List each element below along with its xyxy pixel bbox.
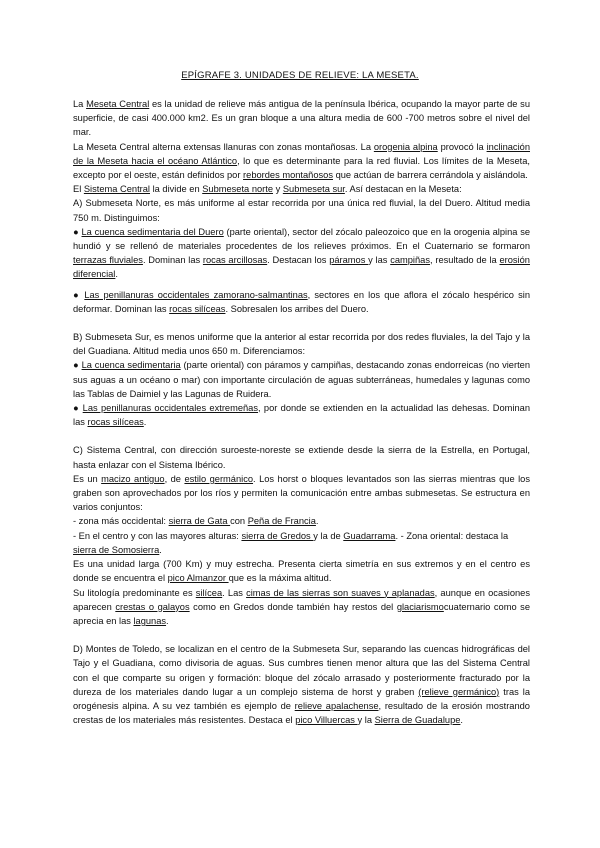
document-body bbox=[73, 97, 530, 727]
underlined-term: pico Villuercas bbox=[295, 715, 358, 726]
text-run: y la de bbox=[313, 530, 344, 541]
text-run: La Meseta Central alterna extensas llanuras con zonas montañosas. La bbox=[73, 141, 374, 152]
text-run: , aunque en ocasiones aparecen bbox=[73, 587, 530, 612]
underlined-term: rocas silíceas bbox=[169, 303, 226, 314]
norte-bullet-1 bbox=[73, 225, 530, 282]
underlined-term: La cuenca sedimentaria del Duero bbox=[81, 226, 224, 237]
underlined-term: Submeseta sur bbox=[282, 184, 345, 195]
text-run: La bbox=[73, 99, 87, 109]
text-run: provocó la bbox=[437, 141, 487, 152]
text-run: y bbox=[273, 184, 283, 195]
text-run: , lo que es determinante para la red fluvial. Los límites de la Meseta, excepto por el oeste, están definidos por bbox=[73, 155, 531, 181]
text-run: . Sobresalen los arribes del Duero. bbox=[225, 303, 369, 314]
text-run: . - Zona oriental: destaca la bbox=[395, 530, 509, 541]
underlined-term: Guadarrama bbox=[343, 530, 396, 541]
text-run: . Las bbox=[222, 587, 247, 598]
underlined-term: Sistema Central bbox=[83, 184, 150, 195]
central-paragraph-2 bbox=[73, 472, 530, 515]
central-paragraph-5 bbox=[73, 557, 530, 585]
text-run: . bbox=[166, 615, 169, 626]
underlined-term: sierra de Gredos bbox=[241, 530, 314, 541]
text-run: A) Submeseta Norte, es más uniforme al estar recorrida por una única red fluvial, la del Duero. Altitud media 750 m. Distinguimos: bbox=[73, 198, 530, 223]
montes-toledo-paragraph bbox=[73, 642, 530, 727]
underlined-term: Peña de Francia bbox=[247, 516, 316, 527]
text-run: y las bbox=[368, 255, 391, 266]
text-run: . bbox=[159, 544, 162, 555]
sur-bullet-1 bbox=[73, 358, 530, 401]
text-run: C) Sistema Central, con dirección suroeste-noreste se extiende desde la sierra de la Estrella, en Portugal, hasta enlazar con el Sistema Ibérico. bbox=[73, 445, 530, 470]
text-run: Su litología predominante es bbox=[73, 587, 196, 598]
sur-bullet-2 bbox=[73, 401, 530, 429]
text-run: ● bbox=[73, 403, 83, 414]
underlined-term: rebordes montañosos bbox=[243, 170, 333, 181]
text-run: . Destacan los bbox=[267, 255, 330, 266]
central-paragraph-6 bbox=[73, 586, 530, 629]
text-run: y la bbox=[357, 715, 375, 726]
text-run: Es una unidad larga (700 Km) y muy estrecha. Presenta cierta simetría en sus extremos y en el centro es donde se encuentra el bbox=[73, 559, 530, 584]
underlined-term: campiñas bbox=[390, 255, 430, 266]
text-run: ● bbox=[73, 226, 82, 237]
text-run: - En el centro y con las mayores alturas: bbox=[73, 530, 242, 541]
underlined-term: lagunas bbox=[133, 615, 167, 626]
text-run: , por donde se extienden en la actualidad las dehesas. Dominan las bbox=[73, 403, 530, 428]
text-run: - zona más occidental: bbox=[73, 516, 169, 527]
submeseta-sur-heading bbox=[73, 330, 530, 358]
underlined-term: (relieve germánico) bbox=[418, 686, 500, 697]
text-run: , resultado de la bbox=[430, 255, 500, 266]
text-run: B) Submeseta Sur, es menos uniforme que la anterior al estar recorrida por dos redes fluviales, la del Tajo y la del Guadiana. Altitud media unos 650 m. Diferenciamos: bbox=[73, 332, 530, 357]
underlined-term: estilo germánico bbox=[184, 473, 254, 484]
text-run: es la unidad de relieve más antigua de la península Ibérica, ocupando la mayor parte de su superficie, de casi 400.000 km2. Es un gran bloque a una altura media de 600 -700 metros sobre el nivel del mar. bbox=[73, 99, 530, 138]
text-run: como en Gredos donde también hay restos del bbox=[189, 601, 397, 612]
underlined-term: pico Almanzor bbox=[167, 573, 229, 584]
text-run: con bbox=[230, 516, 248, 527]
central-line-occidental bbox=[73, 514, 530, 528]
underlined-term: macizo antiguo bbox=[101, 473, 165, 484]
underlined-term: Submeseta norte bbox=[202, 184, 274, 195]
text-run: (parte oriental) con páramos y campiñas, destacando zonas endorreicas (no vierten sus aguas a un océano o mar) con importante circulación de aguas subterráneas, humedales y lagunas como las Tablas de Daimiel y las Lagunas de Ruidera. bbox=[73, 360, 530, 399]
text-run: , resultado de la erosión mostrando crestas de los materiales más resistentes. Destaca el bbox=[73, 700, 530, 726]
text-run: D) Montes de Toledo, se localizan en el centro de la Submeseta Sur, separando las cuencas hidrográficas del Tajo y el Guadiana, como divisoria de aguas. Sus cumbres tienen menor altura que las del Sistema Central con el que comparte su origen y formación: bloque del zócalo arrasado y posteriormente fracturado por la dureza de los materiales dando lugar a un complejo sistema de horst y graben bbox=[73, 644, 530, 697]
text-run: . Así destacan en la Meseta: bbox=[344, 184, 462, 195]
underlined-term: Sierra de Guadalupe bbox=[374, 715, 461, 726]
underlined-term: rocas arcillosas bbox=[202, 255, 268, 266]
underlined-term: relieve apalachense bbox=[294, 700, 379, 711]
sistema-central-heading bbox=[73, 443, 530, 471]
underlined-term: rocas silíceas bbox=[87, 417, 144, 428]
norte-bullet-2 bbox=[73, 288, 530, 316]
underlined-term: La cuenca sedimentaria bbox=[81, 360, 181, 371]
underlined-term: Las penillanuras occidentales extremeñas bbox=[82, 403, 259, 414]
underlined-term: inclinación de la Meseta hacia el océano Atlántico bbox=[73, 141, 530, 166]
text-run: . bbox=[143, 417, 147, 428]
underlined-term: erosión diferencial bbox=[73, 255, 530, 280]
text-run: , de bbox=[164, 473, 185, 484]
underlined-term: sierra de Gata bbox=[168, 516, 231, 527]
text-run: El bbox=[73, 184, 84, 195]
text-run: . bbox=[115, 269, 118, 280]
intro-paragraph-3 bbox=[73, 182, 530, 196]
text-run: cuaternario como se aprecia en las bbox=[73, 601, 530, 626]
underlined-term: páramos bbox=[329, 255, 369, 266]
underlined-term: Meseta Central bbox=[86, 99, 150, 109]
underlined-term: sierra de Somosierra bbox=[73, 544, 160, 555]
text-run: ● bbox=[73, 360, 82, 371]
underlined-term: terrazas fluviales bbox=[73, 255, 143, 266]
text-run: la divide en bbox=[150, 184, 203, 195]
text-run: . Los horst o bloques levantados son las sierras mientras que los graben son aprovechados por los ríos y permiten la comunicación entre ambas submesetas. Se estructura en varios conjuntos: bbox=[73, 473, 530, 513]
underlined-term: glaciarismo bbox=[396, 601, 444, 612]
text-run: que actúan de barrera cerrándola y aislándola. bbox=[332, 170, 528, 181]
text-run: (parte oriental), sector del zócalo paleozoico que en la orogenia alpina se hundió y se rellenó de materiales procedentes de los relieves próximos. En el Cuaternario se formaron bbox=[73, 226, 531, 252]
underlined-term: silícea bbox=[195, 587, 223, 598]
central-line-centro bbox=[73, 529, 530, 557]
underlined-term: crestas o galayos bbox=[115, 601, 190, 612]
text-run: . bbox=[460, 715, 463, 726]
underlined-term: Las penillanuras occidentales zamorano-salmantinas bbox=[84, 289, 308, 300]
intro-paragraph-2 bbox=[73, 140, 530, 183]
text-run: ● bbox=[73, 289, 85, 300]
text-run: . bbox=[315, 516, 319, 527]
text-run: , sectores en los que aflora el zócalo hespérico sin deformar. Dominan las bbox=[73, 289, 531, 314]
text-run: . Dominan las bbox=[142, 255, 203, 266]
text-run: Es un bbox=[73, 473, 102, 484]
underlined-term: orogenia alpina bbox=[373, 141, 438, 152]
underlined-term: cimas de las sierras son suaves y aplanadas bbox=[246, 587, 435, 598]
intro-paragraph-1 bbox=[73, 97, 530, 140]
page-title: EPÍGRAFE 3. UNIDADES DE RELIEVE: LA MESETA. bbox=[181, 70, 419, 81]
text-run: tras la orogénesis alpina. A su vez también es ejemplo de bbox=[73, 686, 530, 711]
text-run: que es la máxima altitud. bbox=[228, 573, 332, 584]
submeseta-norte-heading bbox=[73, 196, 530, 224]
